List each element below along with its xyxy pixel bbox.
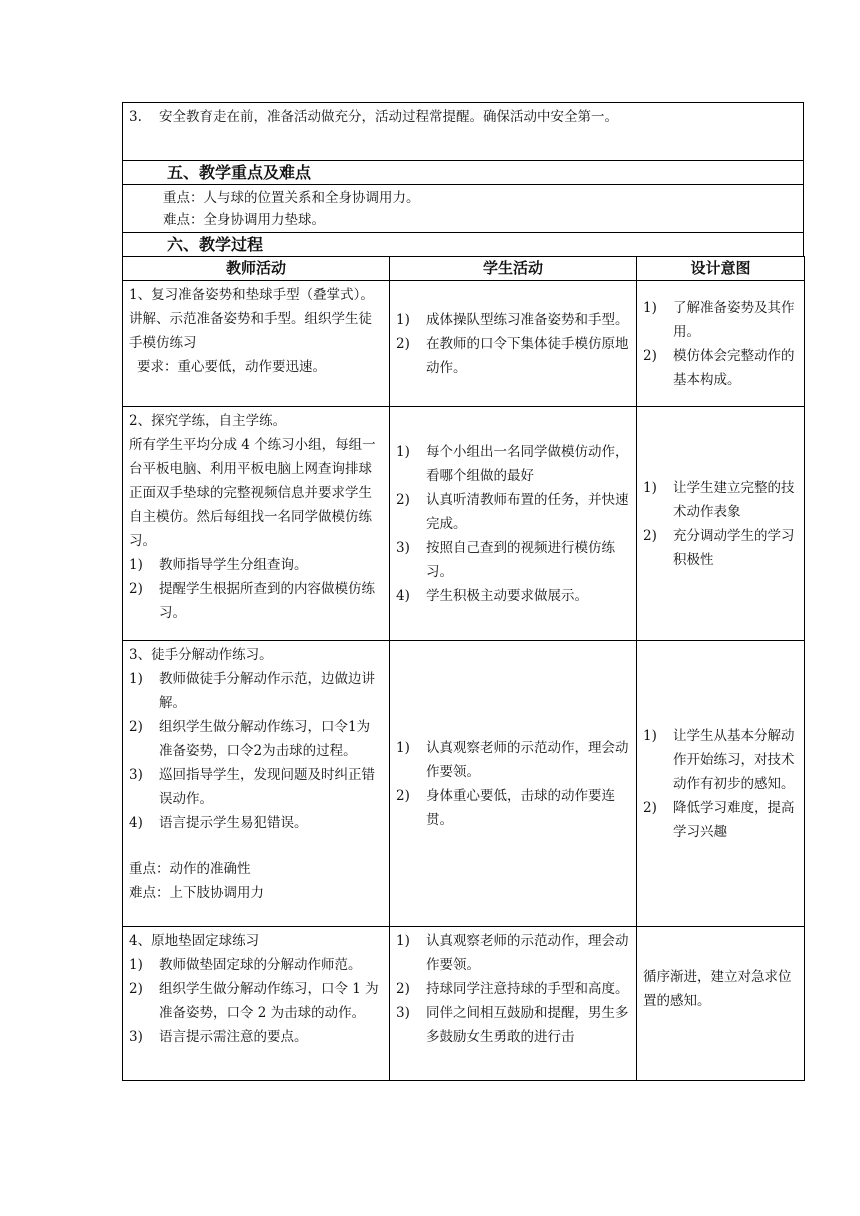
teacher-cell	[123, 641, 390, 927]
section6-title: 六、教学过程	[122, 232, 804, 256]
list-item: 2) 提醒学生根据所查到的内容做模仿练习。	[129, 581, 375, 621]
safety-row	[122, 102, 804, 160]
table-row	[123, 927, 805, 1081]
section5-title: 五、教学重点及难点	[122, 160, 804, 184]
key-point-text: 重点：动作的准确性	[129, 861, 251, 877]
teacher-line: 1、复习准备姿势和垫球手型（叠掌式）。讲解、示范准备姿势和手型。组织学生徒手模仿练习	[129, 287, 374, 351]
safety-text: 安全教育走在前，准备活动做充分，活动过程常提醒。确保活动中安全第一。	[159, 109, 618, 125]
table-row	[123, 641, 805, 927]
student-cell	[390, 641, 637, 927]
student-cell	[390, 927, 637, 1081]
design-cell	[637, 407, 805, 641]
list-item: 1) 教师做徒手分解动作示范，边做边讲解。	[129, 671, 375, 711]
difficulty-text: 难点：全身协调用力垫球。	[163, 212, 325, 228]
process-table	[122, 256, 805, 1081]
safety-number: 3.	[129, 109, 142, 125]
list-item: 2) 组织学生做分解动作练习，口令 1 为准备姿势，口令 2 为击球的动作。	[129, 981, 379, 1021]
teacher-line: 要求：重心要低，动作要迅速。	[137, 359, 326, 375]
list-item: 3) 同伴之间相互鼓励和提醒，男生多多鼓励女生勇敢的进行击	[396, 1005, 629, 1045]
list-item: 2) 充分调动学生的学习积极性	[643, 527, 795, 568]
design-text: 循序渐进，建立对急求位置的感知。	[643, 969, 792, 1009]
teacher-cell	[123, 927, 390, 1081]
table-row	[123, 281, 805, 407]
list-item: 1) 成体操队型练习准备姿势和手型。	[396, 311, 629, 328]
header-student: 学生活动	[390, 257, 637, 281]
list-item: 4) 语言提示学生易犯错误。	[129, 815, 308, 831]
table-row	[123, 407, 805, 641]
lesson-plan-table	[122, 102, 804, 1081]
list-item: 3) 语言提示需注意的要点。	[129, 1029, 308, 1045]
difficulty-text: 难点：上下肢协调用力	[129, 885, 264, 901]
design-cell	[637, 641, 805, 927]
list-item: 1) 教师指导学生分组查询。	[129, 557, 308, 573]
student-cell	[390, 281, 637, 407]
teacher-line: 2、探究学练，自主学练。	[129, 413, 287, 429]
list-item: 1) 认真观察老师的示范动作，理会动作要领。	[396, 933, 629, 973]
list-item: 1) 每个小组出一名同学做模仿动作，看哪个组做的最好	[396, 443, 629, 484]
list-item: 2) 持球同学注意持球的手型和高度。	[396, 981, 629, 997]
list-item: 2) 身体重心要低，击球的动作要连贯。	[396, 787, 615, 828]
key-difficulty-row	[122, 184, 804, 232]
list-item: 2) 在教师的口令下集体徒手模仿原地动作。	[396, 335, 629, 376]
teacher-line: 所有学生平均分成 4 个练习小组，每组一台平板电脑、利用平板电脑上网查询排球正面双手垫球的完整视频信息并要求学生自主模仿。然后每组找一名同学做模仿练习。	[129, 437, 376, 549]
student-cell	[390, 407, 637, 641]
header-design: 设计意图	[637, 257, 805, 281]
list-item: 1) 教师做垫固定球的分解动作师范。	[129, 957, 362, 973]
list-item: 3) 巡回指导学生，发现问题及时纠正错误动作。	[129, 767, 375, 807]
design-cell	[637, 281, 805, 407]
list-item: 2) 组织学生做分解动作练习，口令1为准备姿势，口令2为击球的过程。	[129, 719, 371, 759]
list-item: 2) 认真听清教师布置的任务，并快速完成。	[396, 491, 629, 532]
list-item: 2) 降低学习难度，提高学习兴趣	[643, 799, 795, 840]
teacher-line: 4、原地垫固定球练习	[129, 933, 260, 949]
design-cell	[637, 927, 805, 1081]
teacher-cell	[123, 281, 390, 407]
list-item: 1) 让学生建立完整的技术动作表象	[643, 479, 795, 520]
list-item: 4) 学生积极主动要求做展示。	[396, 587, 588, 604]
key-point-text: 重点：人与球的位置关系和全身协调用力。	[163, 190, 420, 206]
list-item: 1) 认真观察老师的示范动作，理会动作要领。	[396, 739, 629, 780]
teacher-line: 3、徒手分解动作练习。	[129, 647, 273, 663]
list-item: 2) 模仿体会完整动作的基本构成。	[643, 347, 795, 388]
list-item: 1) 让学生从基本分解动作开始练习，对技术动作有初步的感知。	[643, 727, 795, 792]
header-teacher: 教师活动	[123, 257, 390, 281]
teacher-cell	[123, 407, 390, 641]
list-item: 3) 按照自己查到的视频进行模仿练习。	[396, 539, 615, 580]
list-item: 1) 了解准备姿势及其作用。	[643, 299, 795, 340]
